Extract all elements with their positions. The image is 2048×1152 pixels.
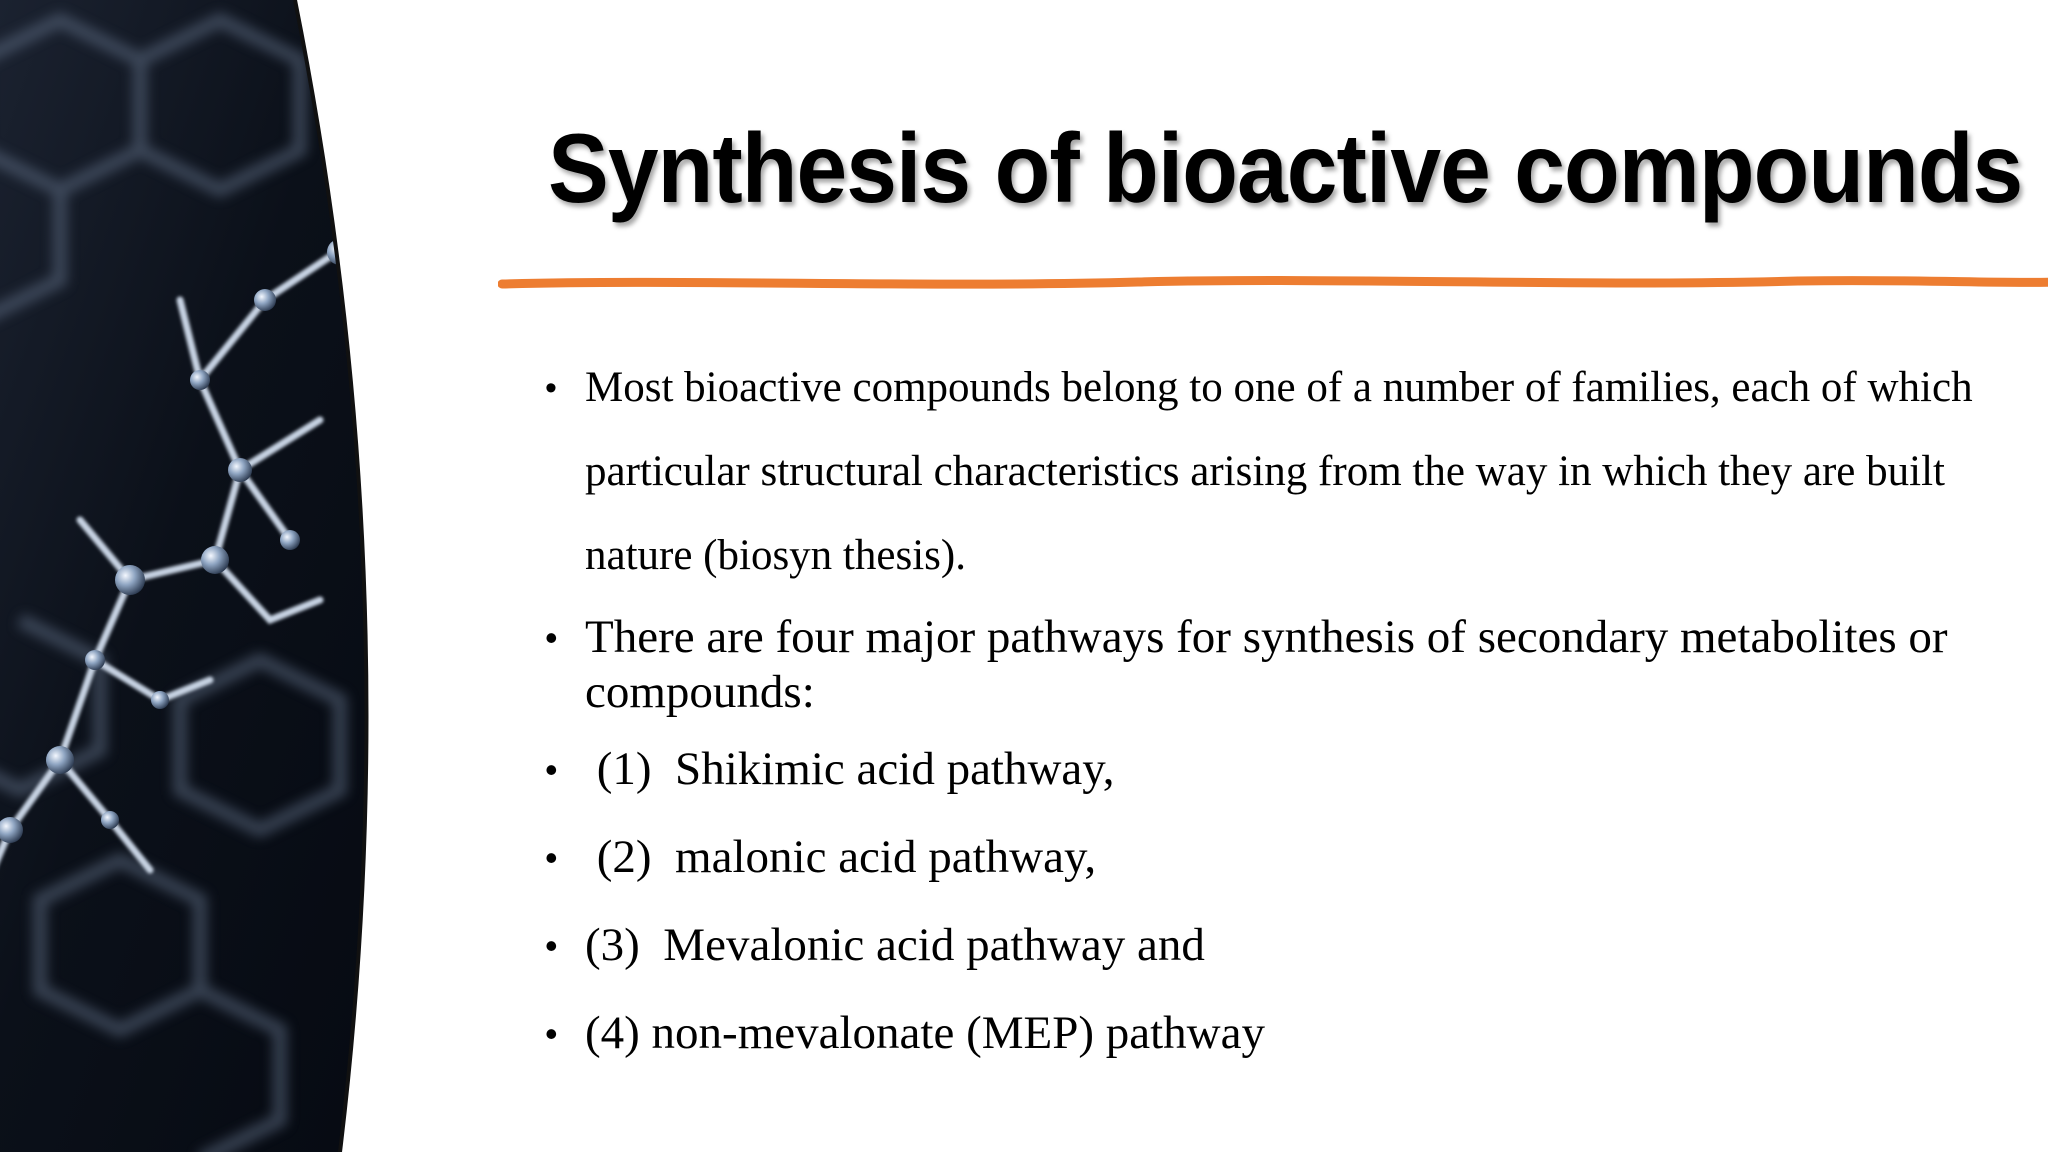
bullet-text: (1) Shikimic acid pathway,	[585, 743, 1115, 795]
bullet-dot: •	[545, 617, 558, 658]
bullet-text: (2) malonic acid pathway,	[585, 831, 1097, 883]
bullet-text: (3) Mevalonic acid pathway and	[585, 919, 1205, 971]
bullet-item-mevalonic	[545, 907, 2048, 984]
bullet-dot: •	[545, 837, 558, 878]
bullet-line: Most bioactive compounds belong to one of a number of families, each of which	[585, 364, 1973, 411]
bullet-item	[545, 610, 2048, 720]
bullet-line: particular structural characteristics arising from the way in which they are built	[585, 448, 1945, 495]
bullet-item-malonic	[545, 819, 2048, 896]
bullet-item-mep	[545, 995, 2048, 1072]
bullet-line: There are four major pathways for synthesis of secondary metabolites or	[585, 611, 1948, 663]
bullet-line: compounds:	[585, 666, 815, 718]
bullet-list	[545, 346, 2048, 1072]
bullet-item	[545, 346, 2048, 598]
title-underline-stroke	[498, 270, 2048, 300]
bullet-text: (4) non-mevalonate (MEP) pathway	[585, 1007, 1265, 1059]
bullet-line: nature (biosyn thesis).	[585, 532, 966, 579]
bullet-dot: •	[545, 749, 558, 790]
slide-title: Synthesis of bioactive compounds	[548, 113, 2023, 223]
graphene-molecule-image	[0, 0, 400, 1152]
bullet-dot: •	[545, 369, 557, 407]
bullet-item-shikimic	[545, 731, 2048, 808]
bullet-dot: •	[545, 925, 558, 966]
bullet-dot: •	[545, 1013, 558, 1054]
